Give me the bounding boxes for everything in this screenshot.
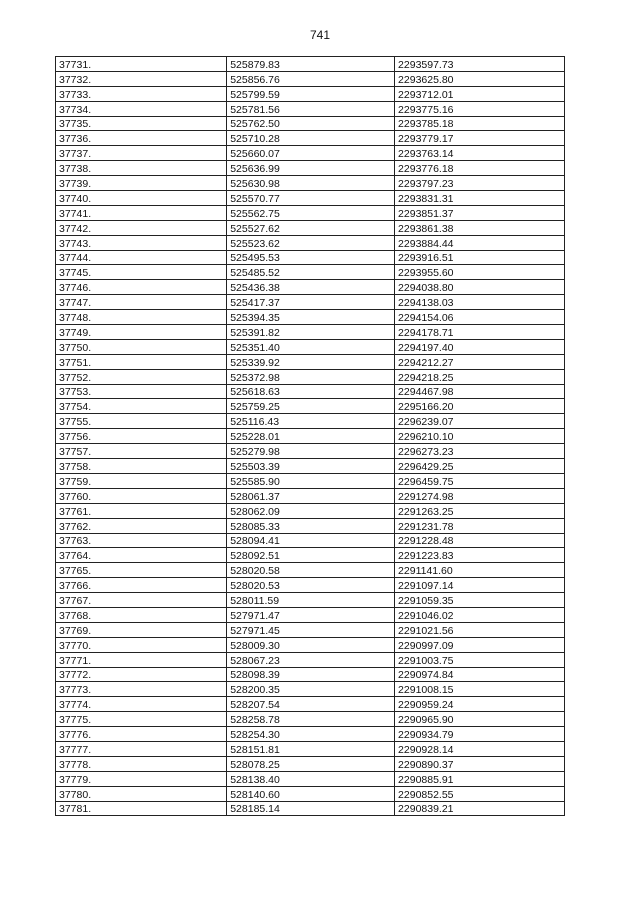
point-id-cell: 37744. (56, 250, 227, 265)
y-coordinate-cell: 2290974.84 (395, 667, 565, 682)
y-coordinate-cell: 2293775.16 (395, 101, 565, 116)
table-row (56, 57, 565, 72)
table-row (56, 533, 565, 548)
table-row (56, 161, 565, 176)
x-coordinate-cell: 525436.38 (227, 280, 395, 295)
point-id-cell: 37759. (56, 473, 227, 488)
x-coordinate-cell: 528138.40 (227, 771, 395, 786)
y-coordinate-cell: 2291228.48 (395, 533, 565, 548)
y-coordinate-cell: 2293797.23 (395, 176, 565, 191)
table-row (56, 697, 565, 712)
y-coordinate-cell: 2295166.20 (395, 399, 565, 414)
y-coordinate-cell: 2291097.14 (395, 578, 565, 593)
y-coordinate-cell: 2290997.09 (395, 637, 565, 652)
y-coordinate-cell: 2293831.31 (395, 191, 565, 206)
y-coordinate-cell: 2294218.25 (395, 369, 565, 384)
table-row (56, 131, 565, 146)
point-id-cell: 37765. (56, 563, 227, 578)
x-coordinate-cell: 525660.07 (227, 146, 395, 161)
point-id-cell: 37781. (56, 801, 227, 816)
table-row (56, 578, 565, 593)
point-id-cell: 37753. (56, 384, 227, 399)
page-number: 741 (309, 28, 331, 42)
y-coordinate-cell: 2296210.10 (395, 429, 565, 444)
table-row (56, 429, 565, 444)
x-coordinate-cell: 525527.62 (227, 220, 395, 235)
point-id-cell: 37741. (56, 205, 227, 220)
y-coordinate-cell: 2294212.27 (395, 354, 565, 369)
x-coordinate-cell: 528094.41 (227, 533, 395, 548)
table-row (56, 727, 565, 742)
point-id-cell: 37775. (56, 712, 227, 727)
x-coordinate-cell: 525116.43 (227, 414, 395, 429)
point-id-cell: 37746. (56, 280, 227, 295)
table-row (56, 712, 565, 727)
y-coordinate-cell: 2293712.01 (395, 86, 565, 101)
point-id-cell: 37757. (56, 444, 227, 459)
x-coordinate-cell: 528098.39 (227, 667, 395, 682)
table-row (56, 607, 565, 622)
table-row (56, 146, 565, 161)
x-coordinate-cell: 525762.50 (227, 116, 395, 131)
x-coordinate-cell: 528200.35 (227, 682, 395, 697)
point-id-cell: 37768. (56, 607, 227, 622)
y-coordinate-cell: 2293597.73 (395, 57, 565, 72)
y-coordinate-cell: 2293851.37 (395, 205, 565, 220)
table-row (56, 771, 565, 786)
x-coordinate-cell: 525523.62 (227, 235, 395, 250)
x-coordinate-cell: 525394.35 (227, 310, 395, 325)
y-coordinate-cell: 2293763.14 (395, 146, 565, 161)
point-id-cell: 37779. (56, 771, 227, 786)
y-coordinate-cell: 2291223.83 (395, 548, 565, 563)
x-coordinate-cell: 525630.98 (227, 176, 395, 191)
point-id-cell: 37747. (56, 295, 227, 310)
x-coordinate-cell: 528258.78 (227, 712, 395, 727)
x-coordinate-cell: 525570.77 (227, 191, 395, 206)
point-id-cell: 37774. (56, 697, 227, 712)
point-id-cell: 37773. (56, 682, 227, 697)
table-row (56, 563, 565, 578)
point-id-cell: 37776. (56, 727, 227, 742)
point-id-cell: 37756. (56, 429, 227, 444)
x-coordinate-cell: 525351.40 (227, 339, 395, 354)
point-id-cell: 37752. (56, 369, 227, 384)
x-coordinate-cell: 525799.59 (227, 86, 395, 101)
x-coordinate-cell: 528140.60 (227, 786, 395, 801)
x-coordinate-cell: 525781.56 (227, 101, 395, 116)
y-coordinate-cell: 2293916.51 (395, 250, 565, 265)
table-row (56, 71, 565, 86)
point-id-cell: 37769. (56, 622, 227, 637)
point-id-cell: 37745. (56, 265, 227, 280)
y-coordinate-cell: 2293625.80 (395, 71, 565, 86)
table-row (56, 250, 565, 265)
point-id-cell: 37732. (56, 71, 227, 86)
table-row (56, 235, 565, 250)
y-coordinate-cell: 2294467.98 (395, 384, 565, 399)
table-row (56, 265, 565, 280)
x-coordinate-cell: 528085.33 (227, 518, 395, 533)
point-id-cell: 37780. (56, 786, 227, 801)
y-coordinate-cell: 2293779.17 (395, 131, 565, 146)
table-row (56, 503, 565, 518)
y-coordinate-cell: 2291274.98 (395, 488, 565, 503)
coordinates-table (55, 56, 565, 816)
y-coordinate-cell: 2290934.79 (395, 727, 565, 742)
y-coordinate-cell: 2291059.35 (395, 593, 565, 608)
x-coordinate-cell: 525391.82 (227, 325, 395, 340)
table-row (56, 682, 565, 697)
point-id-cell: 37733. (56, 86, 227, 101)
point-id-cell: 37749. (56, 325, 227, 340)
y-coordinate-cell: 2291008.15 (395, 682, 565, 697)
point-id-cell: 37770. (56, 637, 227, 652)
point-id-cell: 37737. (56, 146, 227, 161)
point-id-cell: 37750. (56, 339, 227, 354)
x-coordinate-cell: 525562.75 (227, 205, 395, 220)
table-row (56, 191, 565, 206)
x-coordinate-cell: 527971.45 (227, 622, 395, 637)
table-row (56, 220, 565, 235)
x-coordinate-cell: 525710.28 (227, 131, 395, 146)
y-coordinate-cell: 2290928.14 (395, 741, 565, 756)
point-id-cell: 37736. (56, 131, 227, 146)
y-coordinate-cell: 2293955.60 (395, 265, 565, 280)
table-row (56, 295, 565, 310)
x-coordinate-cell: 528067.23 (227, 652, 395, 667)
table-row (56, 488, 565, 503)
y-coordinate-cell: 2296459.75 (395, 473, 565, 488)
point-id-cell: 37755. (56, 414, 227, 429)
x-coordinate-cell: 525485.52 (227, 265, 395, 280)
y-coordinate-cell: 2293785.18 (395, 116, 565, 131)
point-id-cell: 37762. (56, 518, 227, 533)
point-id-cell: 37764. (56, 548, 227, 563)
table-row (56, 786, 565, 801)
x-coordinate-cell: 528092.51 (227, 548, 395, 563)
x-coordinate-cell: 528207.54 (227, 697, 395, 712)
y-coordinate-cell: 2293776.18 (395, 161, 565, 176)
x-coordinate-cell: 525856.76 (227, 71, 395, 86)
point-id-cell: 37740. (56, 191, 227, 206)
x-coordinate-cell: 528151.81 (227, 741, 395, 756)
y-coordinate-cell: 2290852.55 (395, 786, 565, 801)
y-coordinate-cell: 2294178.71 (395, 325, 565, 340)
table-row (56, 354, 565, 369)
y-coordinate-cell: 2290965.90 (395, 712, 565, 727)
table-row (56, 280, 565, 295)
x-coordinate-cell: 525339.92 (227, 354, 395, 369)
table-row (56, 741, 565, 756)
x-coordinate-cell: 525618.63 (227, 384, 395, 399)
y-coordinate-cell: 2296273.23 (395, 444, 565, 459)
table-row (56, 86, 565, 101)
table-row (56, 518, 565, 533)
table-row (56, 384, 565, 399)
y-coordinate-cell: 2291263.25 (395, 503, 565, 518)
x-coordinate-cell: 525372.98 (227, 369, 395, 384)
y-coordinate-cell: 2293884.44 (395, 235, 565, 250)
table-row (56, 101, 565, 116)
table-row (56, 548, 565, 563)
y-coordinate-cell: 2291046.02 (395, 607, 565, 622)
y-coordinate-cell: 2294138.03 (395, 295, 565, 310)
x-coordinate-cell: 528185.14 (227, 801, 395, 816)
table-row (56, 801, 565, 816)
point-id-cell: 37772. (56, 667, 227, 682)
point-id-cell: 37777. (56, 741, 227, 756)
point-id-cell: 37735. (56, 116, 227, 131)
y-coordinate-cell: 2291021.56 (395, 622, 565, 637)
table-row (56, 459, 565, 474)
x-coordinate-cell: 525585.90 (227, 473, 395, 488)
x-coordinate-cell: 528062.09 (227, 503, 395, 518)
x-coordinate-cell: 528020.58 (227, 563, 395, 578)
y-coordinate-cell: 2291231.78 (395, 518, 565, 533)
table-row (56, 637, 565, 652)
point-id-cell: 37761. (56, 503, 227, 518)
table-row (56, 399, 565, 414)
y-coordinate-cell: 2294038.80 (395, 280, 565, 295)
coordinates-table-body (56, 57, 565, 816)
point-id-cell: 37778. (56, 756, 227, 771)
y-coordinate-cell: 2290839.21 (395, 801, 565, 816)
x-coordinate-cell: 528020.53 (227, 578, 395, 593)
x-coordinate-cell: 528254.30 (227, 727, 395, 742)
point-id-cell: 37758. (56, 459, 227, 474)
point-id-cell: 37767. (56, 593, 227, 608)
x-coordinate-cell: 525279.98 (227, 444, 395, 459)
x-coordinate-cell: 527971.47 (227, 607, 395, 622)
point-id-cell: 37742. (56, 220, 227, 235)
point-id-cell: 37771. (56, 652, 227, 667)
table-row (56, 667, 565, 682)
table-row (56, 622, 565, 637)
x-coordinate-cell: 525636.99 (227, 161, 395, 176)
table-row (56, 756, 565, 771)
point-id-cell: 37738. (56, 161, 227, 176)
y-coordinate-cell: 2290890.37 (395, 756, 565, 771)
y-coordinate-cell: 2290885.91 (395, 771, 565, 786)
point-id-cell: 37766. (56, 578, 227, 593)
table-row (56, 205, 565, 220)
point-id-cell: 37763. (56, 533, 227, 548)
x-coordinate-cell: 525503.39 (227, 459, 395, 474)
table-row (56, 310, 565, 325)
x-coordinate-cell: 528078.25 (227, 756, 395, 771)
x-coordinate-cell: 525495.53 (227, 250, 395, 265)
table-row (56, 339, 565, 354)
y-coordinate-cell: 2294197.40 (395, 339, 565, 354)
y-coordinate-cell: 2293861.38 (395, 220, 565, 235)
point-id-cell: 37731. (56, 57, 227, 72)
y-coordinate-cell: 2296429.25 (395, 459, 565, 474)
y-coordinate-cell: 2290959.24 (395, 697, 565, 712)
table-row (56, 414, 565, 429)
table-row (56, 369, 565, 384)
y-coordinate-cell: 2291003.75 (395, 652, 565, 667)
y-coordinate-cell: 2296239.07 (395, 414, 565, 429)
x-coordinate-cell: 528061.37 (227, 488, 395, 503)
x-coordinate-cell: 525417.37 (227, 295, 395, 310)
x-coordinate-cell: 525759.25 (227, 399, 395, 414)
point-id-cell: 37751. (56, 354, 227, 369)
point-id-cell: 37739. (56, 176, 227, 191)
table-row (56, 444, 565, 459)
table-row (56, 473, 565, 488)
point-id-cell: 37754. (56, 399, 227, 414)
y-coordinate-cell: 2291141.60 (395, 563, 565, 578)
table-row (56, 652, 565, 667)
y-coordinate-cell: 2294154.06 (395, 310, 565, 325)
x-coordinate-cell: 525879.83 (227, 57, 395, 72)
point-id-cell: 37748. (56, 310, 227, 325)
table-row (56, 116, 565, 131)
table-row (56, 325, 565, 340)
table-row (56, 593, 565, 608)
point-id-cell: 37743. (56, 235, 227, 250)
point-id-cell: 37760. (56, 488, 227, 503)
x-coordinate-cell: 528011.59 (227, 593, 395, 608)
table-row (56, 176, 565, 191)
x-coordinate-cell: 528009.30 (227, 637, 395, 652)
point-id-cell: 37734. (56, 101, 227, 116)
x-coordinate-cell: 525228.01 (227, 429, 395, 444)
